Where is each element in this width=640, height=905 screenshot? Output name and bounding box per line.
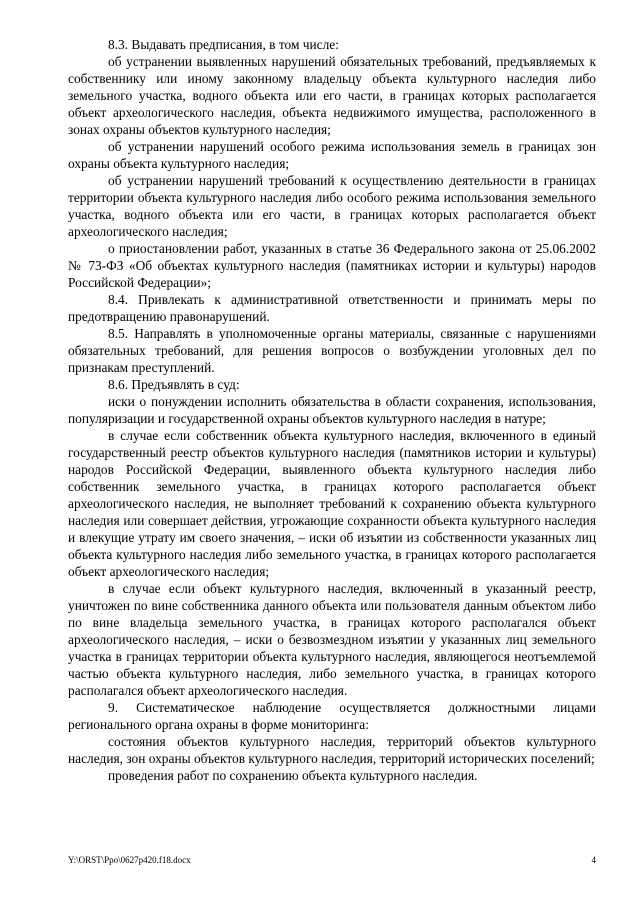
paragraph: в случае если собственник объекта культурного наследия, включенного в единый государственный реестр объектов культурного наследия (памятников истории и культуры) народов Российской Федерации, выявленного объекта культурного наследия либо собственник земельного участка, в границах которого располагается объект археологического наследия, не выполняет требований к сохранению объекта культурного наследия или совершает действия, угрожающие сохранности объекта культурного наследия и влекущие утрату им своего значения, – иски об изъятии из собственности указанных лиц объекта культурного наследия либо земельного участка, в границах которого располагается объект археологического наследия; <box>68 428 596 579</box>
paragraph: о приостановлении работ, указанных в статье 36 Федерального закона от 25.06.2002 № 73-ФЗ «Об объектах культурного наследия (памятниках истории и культуры) народов Российской Федерации»; <box>68 241 596 290</box>
document-body <box>68 36 596 784</box>
file-path: Y:\ORST\Ppo\0627p420.f18.docx <box>68 855 191 865</box>
paragraph: 8.5. Направлять в уполномоченные органы материалы, связанные с нарушениями обязательных требований, для решения вопросов о возбуждении уголовных дел по признакам преступлений. <box>68 326 596 375</box>
paragraph: 8.6. Предъявлять в суд: <box>108 377 240 392</box>
paragraph: об устранении выявленных нарушений обязательных требований, предъявляемых к собственнику или иному законному владельцу объекта культурного наследия либо земельного участка, водного объекта или его части, в границах которых располагается объект археологического наследия, объекта недвижимого имущества, расположенного в зонах охраны объектов культурного наследия; <box>68 54 596 137</box>
paragraph: в случае если объект культурного наследия, включенный в указанный реестр, уничтожен по вине собственника данного объекта или пользователя данным объектом либо по вине владельца земельного участка, в границах которого располагался объект археологического наследия, – иски о безвозмездном изъятии у указанных лиц земельного участка в границах территории объекта культурного наследия, являющегося неотъемлемой частью объекта культурного наследия, либо земельного участка, в границах которого располагался объект археологического наследия. <box>68 581 596 698</box>
paragraph: 8.4. Привлекать к административной ответственности и принимать меры по предотвращению правонарушений. <box>68 292 596 324</box>
paragraph: об устранении нарушений требований к осуществлению деятельности в границах территории объекта культурного наследия либо особого режима использования земельного участка, водного объекта или его части, в границах которых располагается объект археологического наследия; <box>68 173 596 239</box>
page-number: 4 <box>591 855 596 865</box>
paragraph: состояния объектов культурного наследия, территорий объектов культурного наследия, зон охраны объектов культурного наследия, территорий исторических поселений; <box>68 734 596 766</box>
paragraph: 8.3. Выдавать предписания, в том числе: <box>108 37 339 52</box>
paragraph: об устранении нарушений особого режима использования земель в границах зон охраны объекта культурного наследия; <box>68 139 596 171</box>
paragraph: проведения работ по сохранению объекта культурного наследия. <box>108 768 478 783</box>
paragraph: 9. Систематическое наблюдение осуществляется должностными лицами регионального органа охраны в форме мониторинга: <box>68 700 596 732</box>
paragraph: иски о понуждении исполнить обязательства в области сохранения, использования, популяризации и государственной охраны объектов культурного наследия в натуре; <box>68 394 596 426</box>
page-footer <box>68 855 596 865</box>
